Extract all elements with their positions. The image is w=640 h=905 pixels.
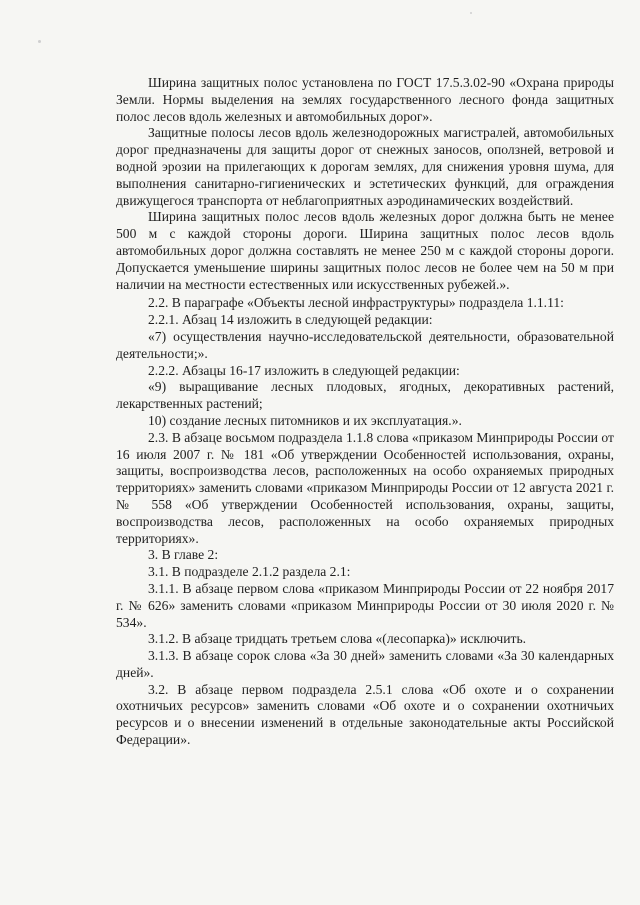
paragraph-2-2-2: 2.2.2. Абзацы 16-17 изложить в следующей редакции: [148,362,460,378]
paragraph-item-9: «9) выращивание лесных плодовых, ягодных, декоративных растений, лекарственных растений; [116,379,614,412]
paragraph-3-1-2: 3.1.2. В абзаце тридцать третьем слова «(лесопарка)» исключить. [148,631,527,647]
paragraph-2-3: 2.3. В абзаце восьмом подраздела 1.1.8 слова «приказом Минприроды России от 16 июля 2007 г. № 181 «Об утверждении Особенностей использования, охраны, защиты, воспроизводства лесов, расположенных на особо охраняемых природных территориях» заменить словами «приказом Минприроды России от 12 августа 2021 г. № 558 «Об утверждении Особенностей использования, охраны, защиты, воспроизводства лесов, расположенных на особо охраняемых природных территориях». [116,429,614,546]
paragraph-gost-width: Ширина защитных полос установлена по ГОСТ 17.5.3.02-90 «Охрана природы Земли. Нормы выделения на землях государственного лесного фонда защитных полос лесов вдоль железных и автомобильных дорог». [116,75,614,124]
paragraph-3-1-3: 3.1.3. В абзаце сорок слова «За 30 дней» заменить словами «За 30 календарных дней». [116,648,614,680]
paragraph-item-10: 10) создание лесных питомников и их эксплуатация.». [148,412,462,428]
document-body [116,75,614,749]
paragraph-3-1: 3.1. В подразделе 2.1.2 раздела 2.1: [148,564,351,580]
paragraph-2-2: 2.2. В параграфе «Объекты лесной инфраструктуры» подраздела 1.1.11: [148,295,564,311]
paragraph-3-2: 3.2. В абзаце первом подраздела 2.5.1 слова «Об охоте и о сохранении охотничьих ресурсов» заменить словами «Об охоте и о сохранении охотничьих ресурсов и о внесении изменений в отдельные законодательные акты Российской Федерации». [116,681,614,748]
paragraph-protective-strips-purpose: Защитные полосы лесов вдоль железнодорожных магистралей, автомобильных дорог предназначены для защиты дорог от снежных заносов, оползней, ветровой и водной эрозии на прилегающих к дорогам землях, для снижения уровня шума, для выполнения санитарно-гигиенических и эстетических функций, для ограждения движущегося транспорта от неблагоприятных аэродинамических воздействий. [116,125,614,208]
paragraph-3-1-1: 3.1.1. В абзаце первом слова «приказом Минприроды России от 22 ноября 2017 г. № 626» заменить словами «приказом Минприроды России от 30 июля 2020 г. № 534». [116,580,614,630]
scan-speck [470,12,472,14]
paragraph-strip-width-requirements: Ширина защитных полос лесов вдоль железных дорог должна быть не менее 500 м с каждой стороны дороги. Ширина защитных полос лесов вдоль автомобильных дорог должна составлять не менее 250 м с каждой стороны дороги. Допускается уменьшение ширины защитных полос лесов не более чем на 50 м при наличии на местности естественных или искусственных рубежей.». [116,209,614,292]
scan-speck [38,40,41,43]
paragraph-item-7: «7) осуществления научно-исследовательской деятельности, образовательной деятельности;». [116,328,614,361]
paragraph-2-2-1: 2.2.1. Абзац 14 изложить в следующей редакции: [148,312,433,328]
paragraph-3: 3. В главе 2: [148,547,219,563]
